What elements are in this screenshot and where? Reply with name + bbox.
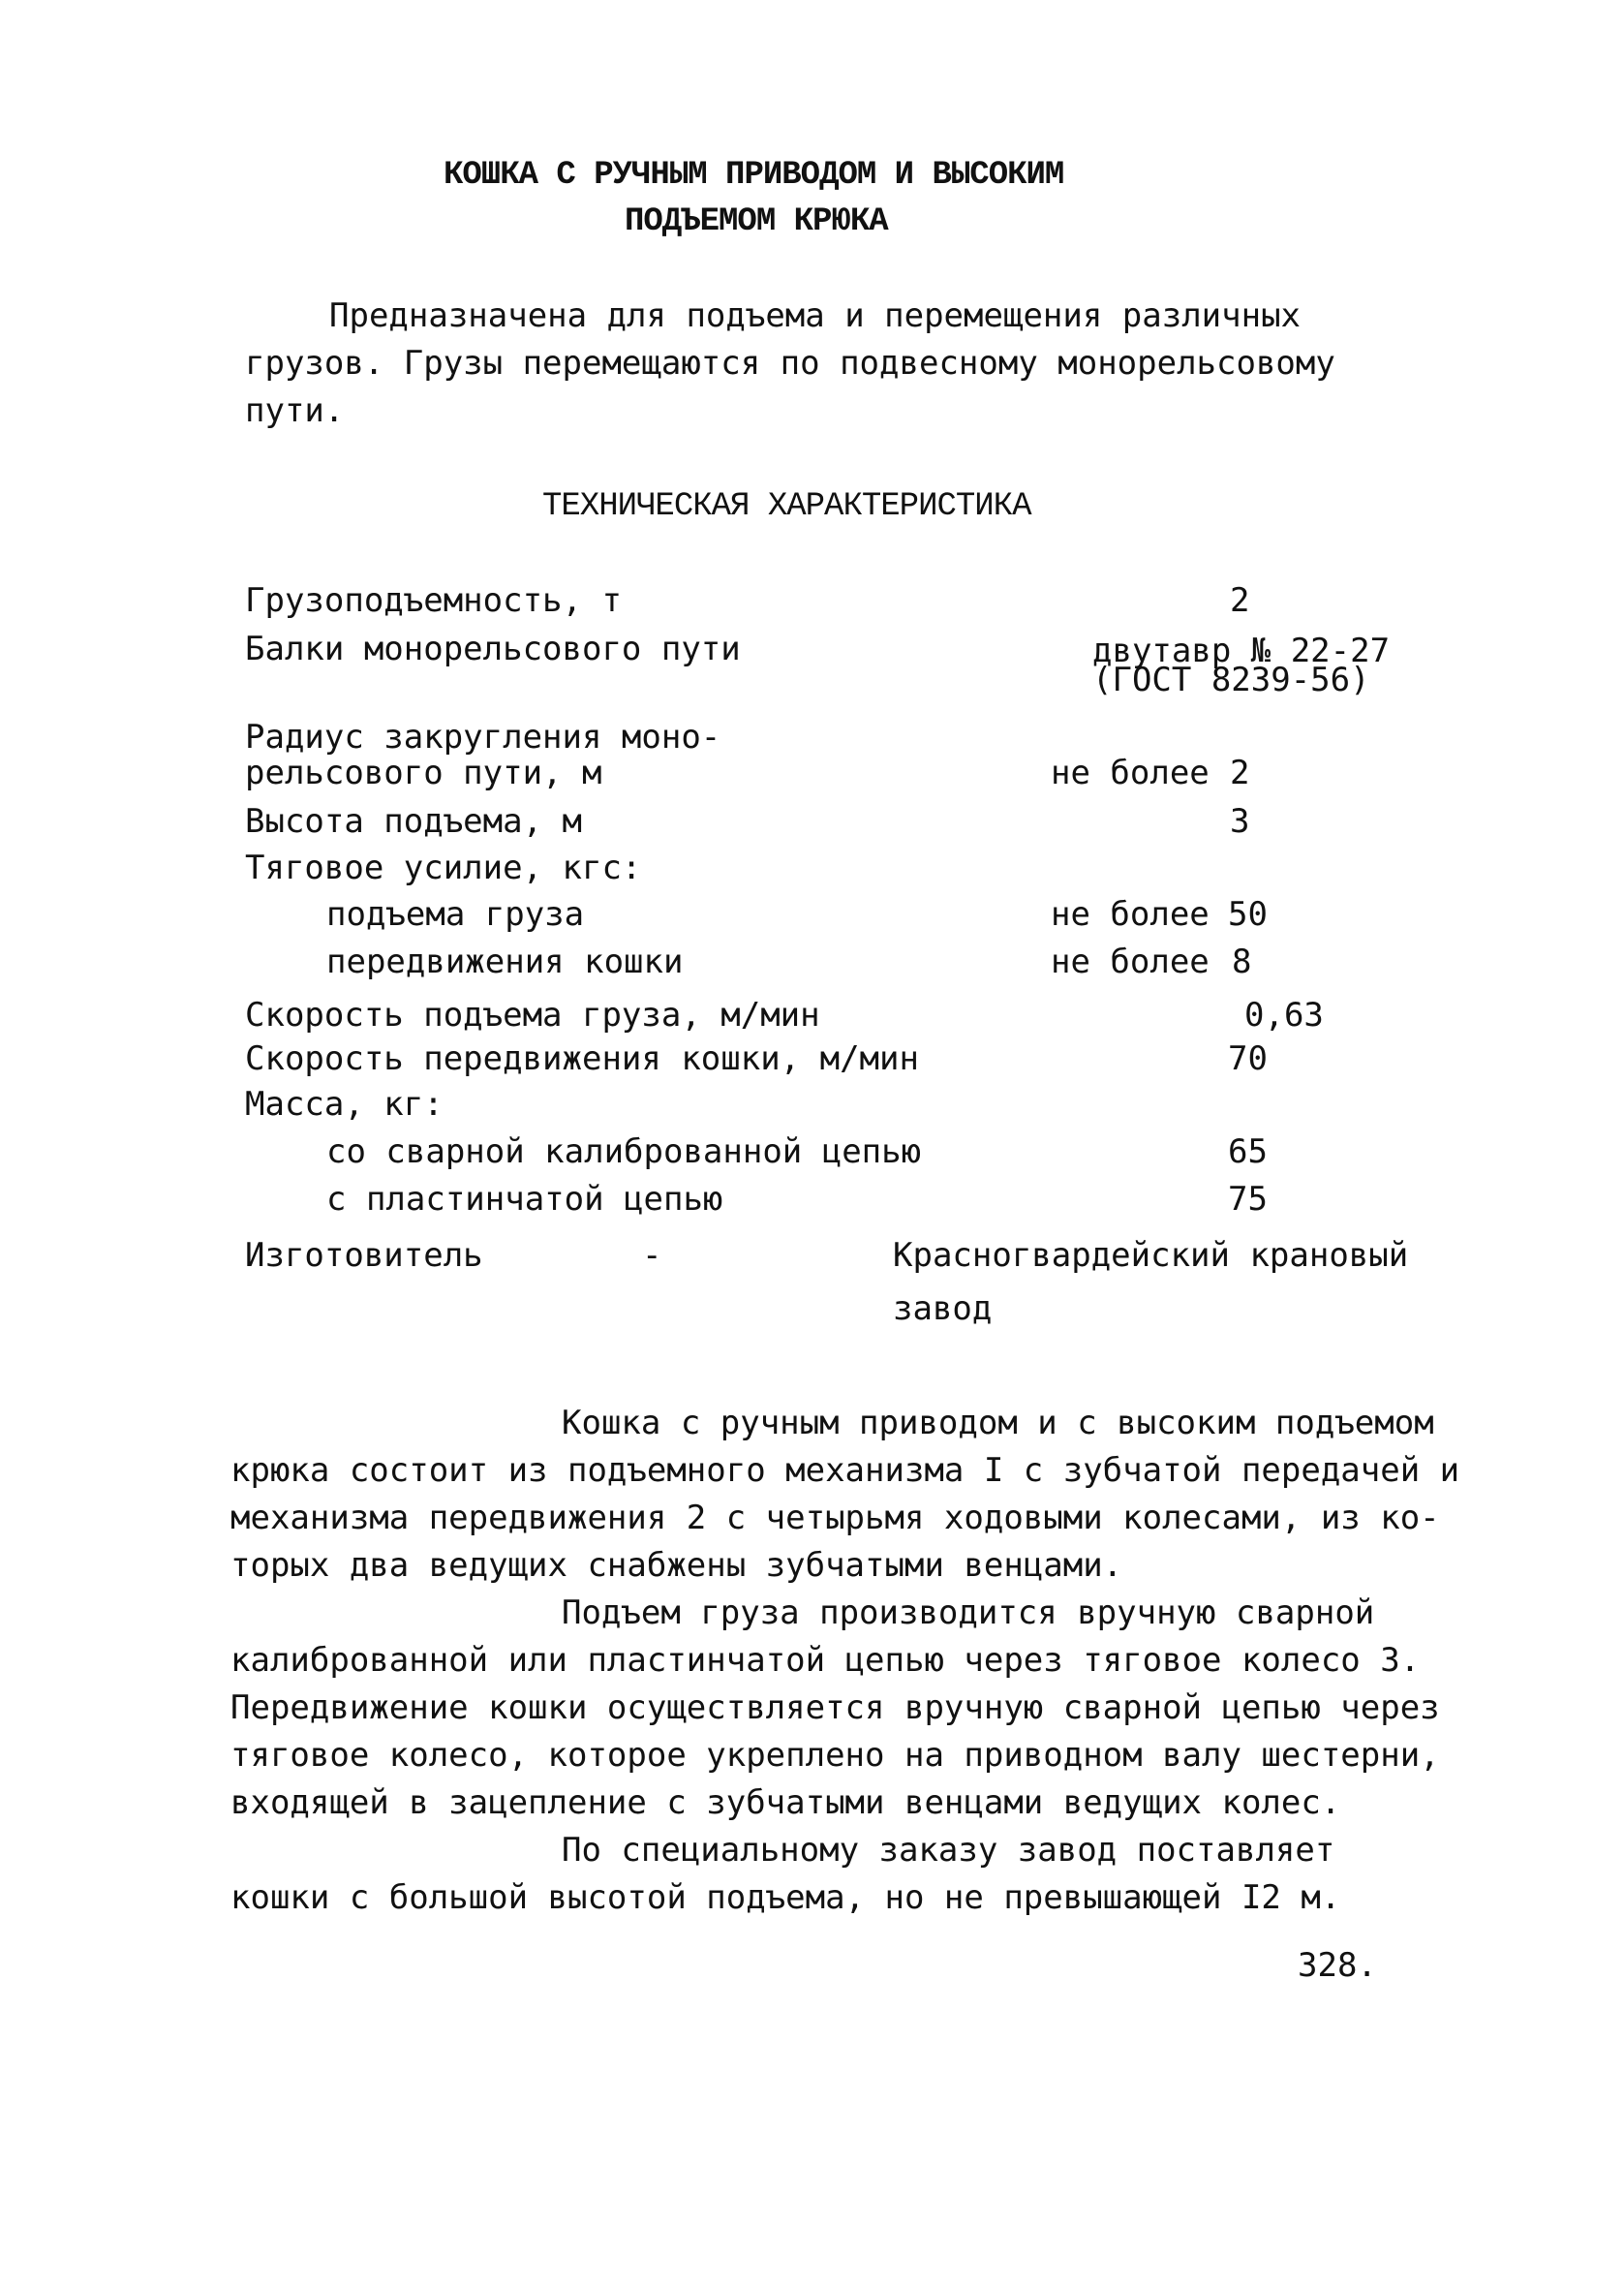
spec-manufacturer-value-2: завод — [893, 1289, 993, 1328]
spec-radius-label-1: Радиус закругления моно- — [245, 718, 721, 757]
spec-travel-speed-label: Скорость передвижения кошки, м/мин — [245, 1039, 919, 1078]
desc-p2-line-4: тяговое колесо, которое укреплено на приводном валу шестерни, — [230, 1736, 1440, 1775]
spec-traction-heading: Тяговое усилие, кгс: — [245, 849, 642, 887]
spec-mass-welded-label: со сварной калиброванной цепью — [326, 1132, 922, 1171]
spec-traction-travel-qualifier: не более — [1051, 943, 1210, 981]
spec-radius-value: 2 — [1230, 754, 1250, 792]
intro-line-2: грузов. Грузы перемещаются по подвесному монорельсовому — [245, 344, 1335, 383]
desc-p1-line-2: крюка состоит из подъемного механизма I с зубчатой передачей и — [230, 1451, 1460, 1490]
spec-capacity-label: Грузоподъемность, т — [245, 581, 622, 620]
spec-capacity-value: 2 — [1230, 581, 1250, 620]
intro-line-1: Предназначена для подъема и перемещения различных — [329, 296, 1302, 335]
desc-p2-line-1: Подъем груза производится вручную сварной — [562, 1593, 1375, 1632]
spec-beams-value-1: двутавр № 22-27 — [1092, 632, 1391, 670]
specs-heading: ТЕХНИЧЕСКАЯ ХАРАКТЕРИСТИКА — [542, 488, 1031, 525]
spec-traction-lift-value: 50 — [1228, 895, 1268, 934]
desc-p2-line-2: калиброванной или пластинчатой цепью через тяговое колесо 3. — [230, 1641, 1421, 1680]
spec-lift-height-label: Высота подъема, м — [245, 802, 582, 841]
desc-p1-line-4: торых два ведущих снабжены зубчатыми венцами. — [230, 1546, 1123, 1585]
spec-traction-travel-label: передвижения кошки — [326, 943, 684, 981]
desc-p2-line-3: Передвижение кошки осуществляется вручную сварной цепью через — [230, 1688, 1440, 1727]
spec-lift-speed-label: Скорость подъема груза, м/мин — [245, 996, 820, 1035]
spec-mass-heading: Масса, кг: — [245, 1085, 444, 1124]
spec-traction-lift-label: подъема груза — [326, 895, 585, 934]
intro-line-3: пути. — [245, 391, 345, 430]
spec-manufacturer-dash: - — [642, 1236, 662, 1275]
title-line-2: ПОДЪЕМОМ КРЮКА — [625, 203, 888, 240]
spec-mass-plate-label: с пластинчатой цепью — [326, 1180, 723, 1219]
spec-manufacturer-value-1: Красногвардейский крановый — [893, 1236, 1409, 1275]
spec-traction-lift-qualifier: не более — [1051, 895, 1210, 934]
spec-mass-plate-value: 75 — [1228, 1180, 1268, 1219]
spec-radius-qualifier: не более — [1051, 754, 1210, 792]
spec-lift-speed-value: 0,63 — [1244, 996, 1324, 1035]
spec-travel-speed-value: 70 — [1228, 1039, 1268, 1078]
spec-manufacturer-label: Изготовитель — [245, 1236, 483, 1275]
desc-p3-line-2: кошки с большой высотой подъема, но не превышающей I2 м. — [230, 1878, 1341, 1917]
spec-radius-label-2: рельсового пути, м — [245, 754, 602, 792]
spec-beams-value-2: (ГОСТ 8239-56) — [1092, 661, 1370, 699]
spec-beams-label: Балки монорельсового пути — [245, 630, 741, 668]
spec-mass-welded-value: 65 — [1228, 1132, 1268, 1171]
desc-p3-line-1: По специальному заказу завод поставляет — [562, 1831, 1335, 1870]
spec-lift-height-value: 3 — [1230, 802, 1250, 841]
desc-p1-line-3: механизма передвижения 2 с четырьмя ходовыми колесами, из ко- — [230, 1499, 1440, 1537]
spec-traction-travel-value: 8 — [1232, 943, 1252, 981]
title-line-1: КОШКА С РУЧНЫМ ПРИВОДОМ И ВЫСОКИМ — [444, 157, 1064, 194]
desc-p1-line-1: Кошка с ручным приводом и с высоким подъемом — [562, 1404, 1434, 1442]
desc-p2-line-5: входящей в зацепление с зубчатыми венцами ведущих колес. — [230, 1783, 1341, 1822]
page-number: 328. — [1298, 1946, 1377, 1985]
